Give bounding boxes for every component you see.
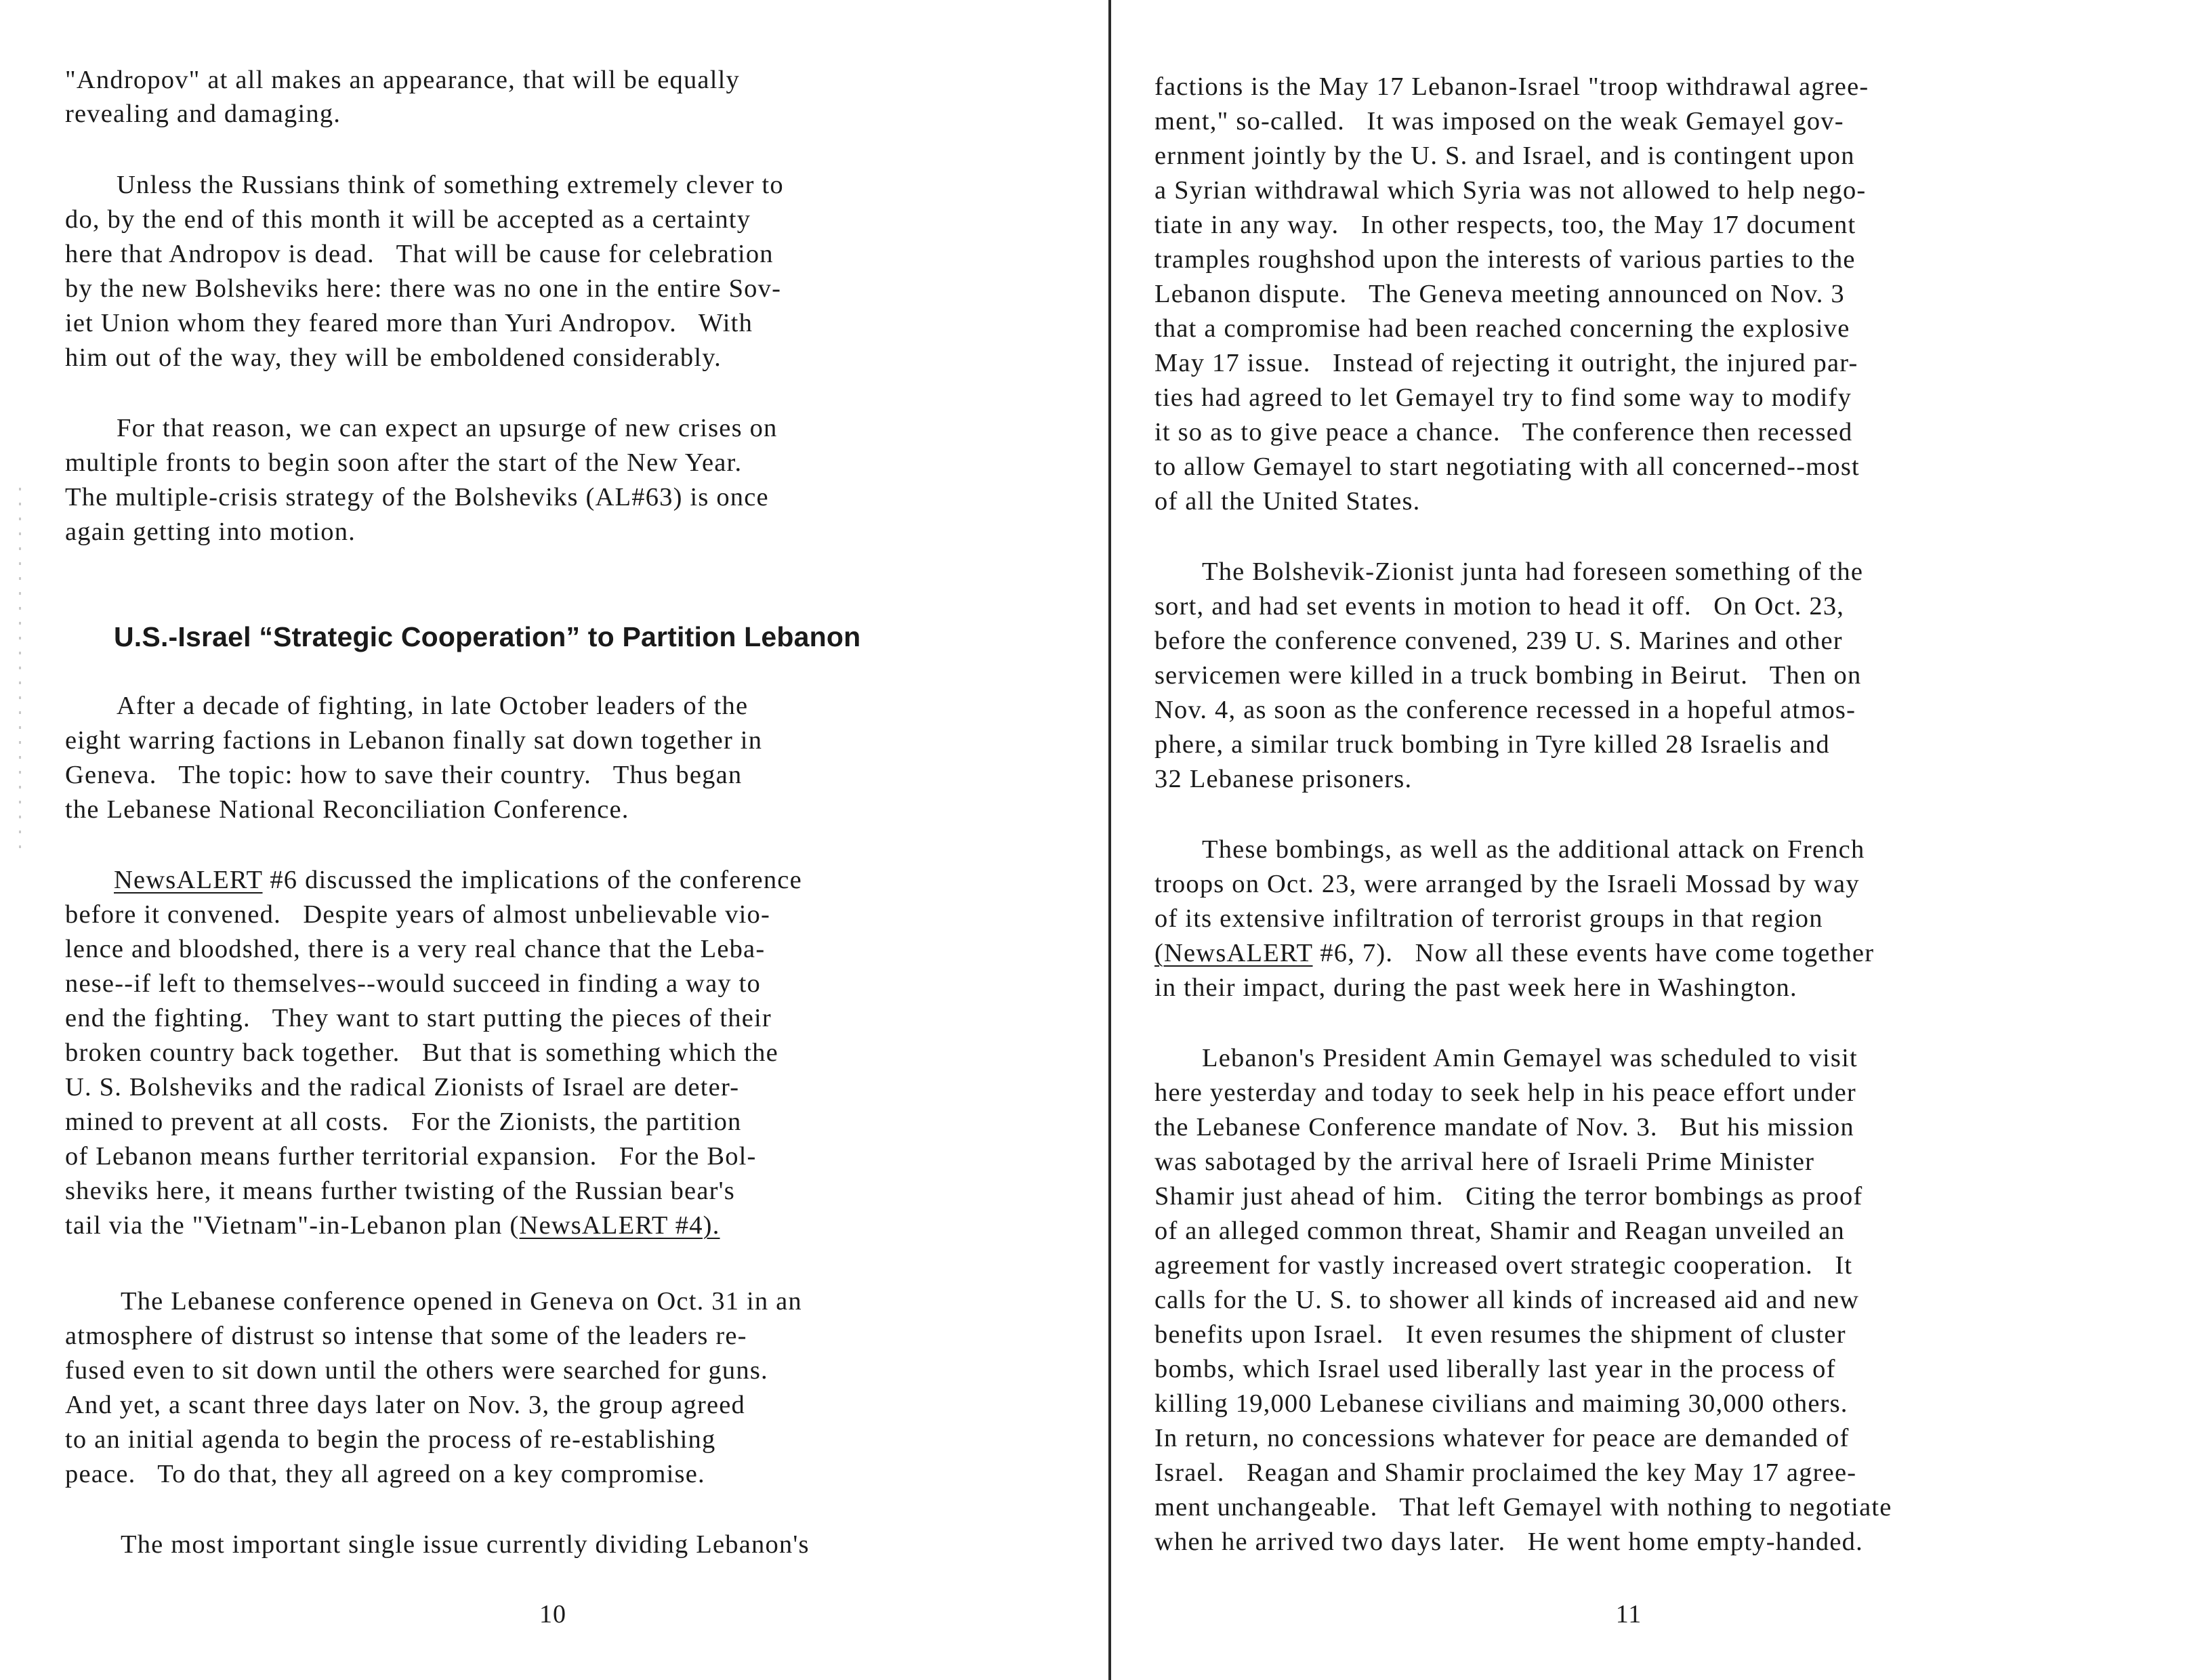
text-line: Nov. 4, as soon as the conference recessed in a hopeful atmos-: [1154, 696, 1856, 724]
text-line: to allow Gemayel to start negotiating with all concerned--most: [1154, 453, 1860, 481]
text-line: factions is the May 17 Lebanon-Israel "troop withdrawal agree-: [1154, 72, 1869, 101]
newsalert-reference: NewsALERT: [114, 866, 263, 894]
text-line: calls for the U. S. to shower all kinds of increased aid and new: [1154, 1286, 1860, 1314]
text-line: was sabotaged by the arrival here of Israeli Prime Minister: [1154, 1148, 1815, 1176]
text-line: the Lebanese Conference mandate of Nov. 3. But his mission: [1154, 1113, 1854, 1141]
text-line: ties had agreed to let Gemayel try to find some way to modify: [1154, 383, 1852, 412]
text-line: it so as to give peace a chance. The conference then recessed: [1154, 418, 1853, 446]
text-line: sort, and had set events in motion to head it off. On Oct. 23,: [1154, 592, 1845, 621]
text-line: of all the United States.: [1154, 487, 1421, 516]
text-line: multiple fronts to begin soon after the start of the New Year.: [65, 448, 743, 477]
text-line: a Syrian withdrawal which Syria was not allowed to help nego-: [1154, 176, 1867, 205]
page-divider: [1108, 0, 1111, 1680]
text-line: Lebanon dispute. The Geneva meeting announced on Nov. 3: [1154, 280, 1845, 308]
text-line: iet Union whom they feared more than Yuri Andropov. With: [65, 309, 753, 337]
page-number: 10: [539, 1600, 566, 1629]
text-line: agreement for vastly increased overt strategic cooperation. It: [1154, 1251, 1853, 1280]
newsalert-reference: (NewsALERT: [1154, 939, 1313, 967]
page-number: 11: [1615, 1600, 1642, 1629]
text-line: benefits upon Israel. It even resumes the shipment of cluster: [1154, 1320, 1846, 1349]
text-line: Unless the Russians think of something extremely clever to: [117, 171, 784, 199]
text-line: to an initial agenda to begin the process of re-establishing: [65, 1425, 716, 1454]
text-line: The most important single issue currently dividing Lebanon's: [121, 1530, 810, 1559]
text-line: And yet, a scant three days later on Nov. 3, the group agreed: [65, 1391, 746, 1419]
text-line: eight warring factions in Lebanon finally sat down together in: [65, 726, 763, 755]
text-line: "Andropov" at all makes an appearance, that will be equally: [65, 66, 740, 94]
text-line: sheviks here, it means further twisting of the Russian bear's: [65, 1177, 735, 1205]
text-line: Lebanon's President Amin Gemayel was scheduled to visit: [1202, 1044, 1858, 1072]
text-line: troops on Oct. 23, were arranged by the Israeli Mossad by way: [1154, 870, 1860, 898]
text-line: May 17 issue. Instead of rejecting it outright, the injured par-: [1154, 349, 1858, 377]
text-line: before it convened. Despite years of almost unbelievable vio-: [65, 900, 770, 929]
text-line: tramples roughshod upon the interests of various parties to the: [1154, 245, 1856, 274]
text-line-start: tail via the "Vietnam"-in-Lebanon plan (: [65, 1211, 520, 1240]
text-line-rest: #6, 7). Now all these events have come together: [1312, 939, 1875, 967]
text-line: These bombings, as well as the additional attack on French: [1202, 835, 1865, 864]
text-line: again getting into motion.: [65, 518, 356, 546]
section-heading: U.S.-Israel “Strategic Cooperation” to Partition Lebanon: [114, 621, 861, 652]
scan-speckle: [19, 488, 21, 854]
text-line: mined to prevent at all costs. For the Zionists, the partition: [65, 1108, 742, 1136]
text-line: lence and bloodshed, there is a very real chance that the Leba-: [65, 935, 766, 963]
text-line: servicemen were killed in a truck bombing in Beirut. Then on: [1154, 661, 1862, 690]
text-line: that a compromise had been reached concerning the explosive: [1154, 314, 1850, 343]
text-line: of its extensive infiltration of terrorist groups in that region: [1154, 904, 1823, 933]
text-line: Shamir just ahead of him. Citing the terror bombings as proof: [1154, 1182, 1863, 1211]
text-line: here yesterday and today to seek help in his peace effort under: [1154, 1078, 1856, 1107]
text-line: in their impact, during the past week here in Washington.: [1154, 973, 1797, 1002]
text-line: the Lebanese National Reconciliation Conference.: [65, 795, 629, 824]
text-line: when he arrived two days later. He went home empty-handed.: [1154, 1528, 1863, 1556]
text-line-rest: #6 discussed the implications of the conference: [262, 866, 802, 894]
text-line: tiate in any way. In other respects, too, the May 17 document: [1154, 211, 1856, 239]
text-line: The multiple-crisis strategy of the Bolsheviks (AL#63) is once: [65, 483, 769, 511]
text-line: In return, no concessions whatever for peace are demanded of: [1154, 1424, 1850, 1452]
text-line: [114, 863, 802, 897]
text-line: [65, 1209, 720, 1242]
text-line: ment unchangeable. That left Gemayel with nothing to negotiate: [1154, 1493, 1892, 1521]
text-line: The Lebanese conference opened in Geneva on Oct. 31 in an: [121, 1287, 802, 1316]
text-line: Geneva. The topic: how to save their country. Thus began: [65, 761, 743, 789]
text-line: here that Andropov is dead. That will be cause for celebration: [65, 240, 774, 268]
text-line: of an alleged common threat, Shamir and Reagan unveiled an: [1154, 1217, 1845, 1245]
text-line: revealing and damaging.: [65, 100, 341, 128]
text-line: U. S. Bolsheviks and the radical Zionists of Israel are deter-: [65, 1073, 740, 1101]
text-line: The Bolshevik-Zionist junta had foreseen something of the: [1202, 558, 1864, 586]
text-line: ment," so-called. It was imposed on the weak Gemayel gov-: [1154, 107, 1844, 135]
text-line: peace. To do that, they all agreed on a key compromise.: [65, 1460, 705, 1488]
text-line: end the fighting. They want to start putting the pieces of their: [65, 1004, 772, 1032]
text-line: do, by the end of this month it will be accepted as a certainty: [65, 205, 751, 234]
text-line: ernment jointly by the U. S. and Israel, and is contingent upon: [1154, 142, 1855, 170]
text-line: Israel. Reagan and Shamir proclaimed the key May 17 agree-: [1154, 1458, 1857, 1487]
text-line: him out of the way, they will be emboldened considerably.: [65, 343, 722, 372]
text-line: atmosphere of distrust so intense that some of the leaders re-: [65, 1322, 747, 1350]
text-line: by the new Bolsheviks here: there was no one in the entire Sov-: [65, 274, 782, 303]
text-line: After a decade of fighting, in late October leaders of the: [117, 692, 749, 720]
text-line: [1154, 936, 1874, 970]
text-line: broken country back together. But that is something which the: [65, 1038, 778, 1067]
text-line: fused even to sit down until the others were searched for guns.: [65, 1356, 768, 1385]
text-line: of Lebanon means further territorial expansion. For the Bol-: [65, 1142, 757, 1171]
right-page: [1114, 0, 2185, 1680]
text-line: killing 19,000 Lebanese civilians and maiming 30,000 others.: [1154, 1389, 1848, 1418]
text-line: 32 Lebanese prisoners.: [1154, 765, 1413, 793]
text-line: bombs, which Israel used liberally last year in the process of: [1154, 1355, 1836, 1383]
text-line: For that reason, we can expect an upsurge of new crises on: [117, 414, 778, 442]
text-line: nese--if left to themselves--would succeed in finding a way to: [65, 969, 761, 998]
text-line: phere, a similar truck bombing in Tyre killed 28 Israelis and: [1154, 730, 1830, 759]
newsalert-reference: NewsALERT #4).: [519, 1211, 720, 1240]
text-line: before the conference convened, 239 U. S. Marines and other: [1154, 627, 1843, 655]
